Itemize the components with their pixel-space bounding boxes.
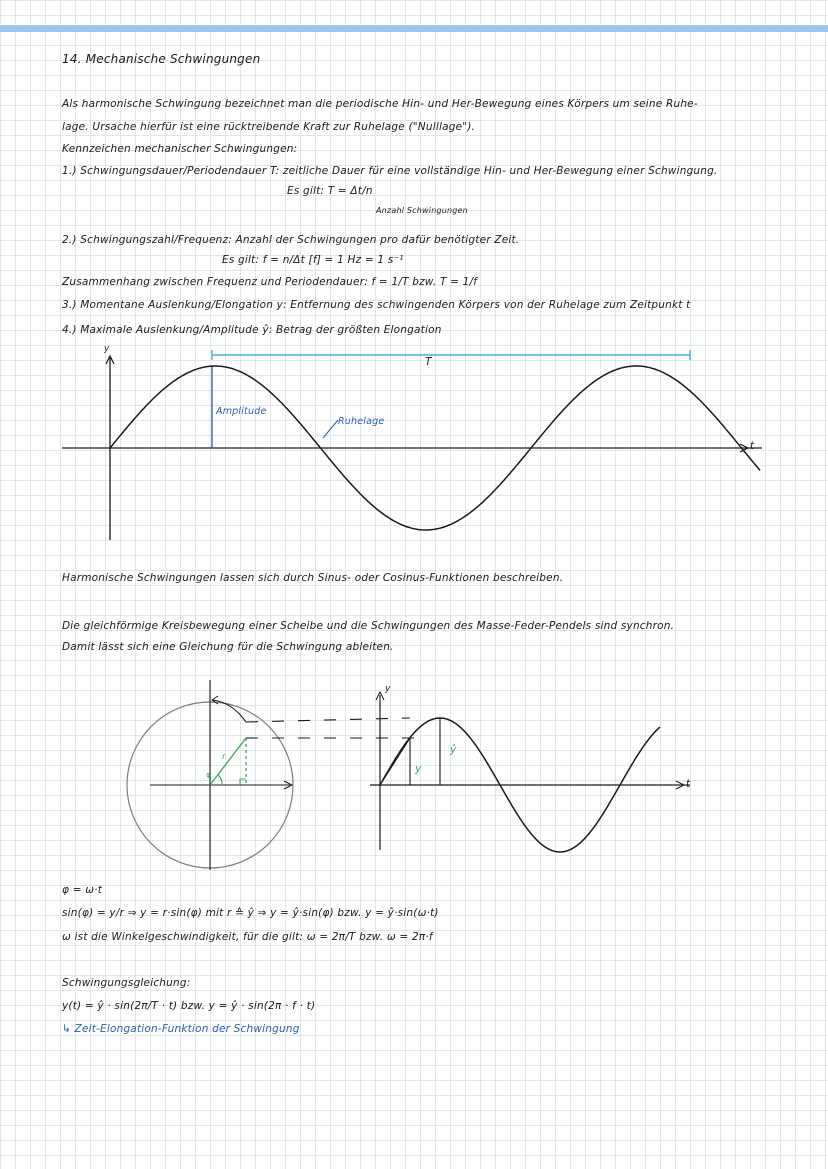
omega-equation: ω ist die Winkelgeschwindigkeit, für die gilt: ω = 2π/T bzw. ω = 2π·f bbox=[62, 931, 433, 943]
intro-line-1: Als harmonische Schwingung bezeichnet man die periodische Hin- und Her-Bewegung eines Körpers um seine Ruhe- bbox=[62, 98, 698, 110]
item-2-formula: Es gilt: f = n/Δt [f] = 1 Hz = 1 s⁻¹ bbox=[222, 254, 404, 266]
graph2-t-label: t bbox=[686, 778, 691, 790]
oscillation-eq-note: ↳ Zeit-Elongation-Funktion der Schwingung bbox=[62, 1023, 300, 1035]
graph1-period-label: T bbox=[425, 356, 432, 368]
item-1-period: 1.) Schwingungsdauer/Periodendauer T: zeitliche Dauer für eine vollständige Hin- und Her-Bewegung einer Schwingung. bbox=[62, 165, 718, 177]
graph2-yhat-marker: ŷ bbox=[450, 744, 457, 756]
features-heading: Kennzeichen mechanischer Schwingungen: bbox=[62, 143, 298, 155]
graph2-y-label: y bbox=[385, 684, 391, 694]
sin-equation: sin(φ) = y/r ⇒ y = r·sin(φ) mit r ≙ ŷ ⇒ y = ŷ·sin(φ) bzw. y = ŷ·sin(ω·t) bbox=[62, 907, 439, 919]
oscillation-equation: y(t) = ŷ · sin(2π/T · t) bzw. y = ŷ · sin(2π · f · t) bbox=[62, 1000, 316, 1012]
secant-line bbox=[380, 738, 410, 785]
item-1-formula: Es gilt: T = Δt/n bbox=[287, 185, 373, 197]
circle-r-label: r bbox=[222, 752, 226, 761]
right-angle-marker bbox=[240, 779, 246, 785]
graph1-y-label: y bbox=[104, 344, 110, 354]
sinus-sentence: Harmonische Schwingungen lassen sich durch Sinus- oder Cosinus-Funktionen beschreiben. bbox=[62, 572, 564, 584]
angle-arc bbox=[218, 775, 222, 785]
item-3-elongation: 3.) Momentane Auslenkung/Elongation y: Entfernung des schwingenden Körpers von der Ruhelage zum Zeitpunkt t bbox=[62, 299, 691, 311]
intro-line-2: lage. Ursache hierfür ist eine rücktreibende Kraft zur Ruhelage ("Nulllage"). bbox=[62, 121, 476, 133]
graph2-y-marker: y bbox=[415, 763, 422, 775]
item-4-amplitude: 4.) Maximale Auslenkung/Amplitude ŷ: Betrag der größten Elongation bbox=[62, 324, 442, 336]
page-title: 14. Mechanische Schwingungen bbox=[62, 52, 261, 66]
radius-line bbox=[210, 738, 246, 785]
circle-phi-label: φ bbox=[206, 770, 212, 779]
oscillation-eq-heading: Schwingungsgleichung: bbox=[62, 977, 191, 989]
graph1-amplitude-label: Amplitude bbox=[216, 406, 267, 417]
phi-equation: φ = ω·t bbox=[62, 884, 103, 896]
graph1-t-label: t bbox=[750, 440, 755, 452]
item-2-frequency: 2.) Schwingungszahl/Frequenz: Anzahl der Schwingungen pro dafür benötigter Zeit. bbox=[62, 234, 520, 246]
projection-dash-top bbox=[246, 718, 410, 722]
circle-line-2: Damit lässt sich eine Gleichung für die Schwingung ableiten. bbox=[62, 641, 394, 653]
graph1-rest-label: Ruhelage bbox=[338, 416, 385, 427]
item-1-note: Anzahl Schwingungen bbox=[376, 206, 468, 215]
relation-f-t: Zusammenhang zwischen Frequenz und Periodendauer: f = 1/T bzw. T = 1/f bbox=[62, 276, 478, 288]
circle-line-1: Die gleichförmige Kreisbewegung einer Scheibe und die Schwingungen des Masse-Feder-Pendels sind synchron. bbox=[62, 620, 675, 632]
